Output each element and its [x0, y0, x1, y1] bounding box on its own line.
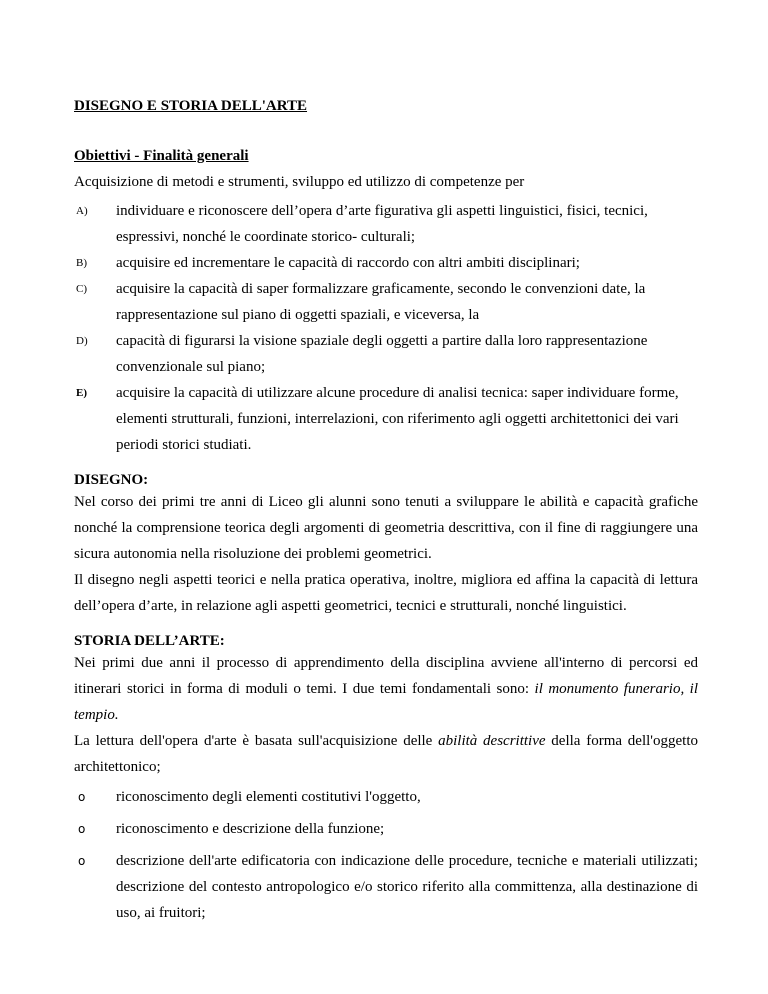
list-item-text: capacità di figurarsi la visione spaziale degli oggetti a partire dalla loro rappresentazione convenzionale sul piano;	[116, 333, 648, 375]
storia-heading: STORIA DELL’ARTE:	[74, 633, 225, 649]
disegno-paragraph-1: Nel corso dei primi tre anni di Liceo gli alunni sono tenuti a sviluppare le abilità e capacità grafiche nonché la comprensione teorica degli argomenti di geometria descrittiva, con il fine di raggiungere una sicura autonomia nella risoluzione dei problemi geometrici.	[74, 494, 698, 562]
storia-p2-italic: abilità descrittive	[438, 733, 546, 749]
list-item-text: acquisire la capacità di saper formalizzare graficamente, secondo le convenzioni date, la rappresentazione sul piano di oggetti spaziali, e viceversa, la	[116, 281, 646, 323]
list-item	[74, 276, 698, 328]
list-item-text: acquisire la capacità di utilizzare alcune procedure di analisi tecnica: saper individuare forme, elementi strutturali, funzioni, interrelazioni, con riferimento agli oggetti architettonici dei vari periodi storici studiati.	[116, 385, 679, 453]
storia-p2-after: della forma dell'oggetto architettonico;	[74, 733, 698, 775]
list-item	[74, 328, 698, 380]
list-item-text: individuare e riconoscere dell’opera d’arte figurativa gli aspetti linguistici, fisici, tecnici, espressivi, nonché le coordinate storico- culturali;	[116, 203, 648, 245]
list-item	[74, 250, 698, 276]
storia-paragraph-2	[74, 728, 698, 780]
bullet-icon: o	[78, 790, 86, 804]
objectives-list	[74, 198, 698, 458]
objectives-heading: Obiettivi - Finalità generali	[74, 148, 249, 164]
document-content	[74, 96, 698, 932]
list-marker: D)	[76, 335, 88, 347]
list-item	[74, 784, 698, 810]
storia-p1-italic: il monumento funerario, il tempio.	[74, 681, 699, 723]
list-item	[74, 198, 698, 250]
list-item-text: descrizione dell'arte edificatoria con indicazione delle procedure, tecniche e materiali utilizzati; descrizione del contesto antropologico e/o storico riferito alla committenza, alla destinazione di uso, ai fruitori;	[116, 853, 698, 921]
objectives-intro: Acquisizione di metodi e strumenti, sviluppo ed utilizzo di competenze per	[74, 174, 525, 190]
list-marker: C)	[76, 283, 87, 295]
storia-p2-before: La lettura dell'opera d'arte è basata sull'acquisizione delle	[74, 733, 439, 749]
bullet-icon: o	[78, 854, 86, 868]
list-marker: A)	[76, 205, 88, 217]
list-item-text: riconoscimento e descrizione della funzione;	[116, 821, 385, 837]
bullet-icon: o	[78, 822, 86, 836]
list-marker: B)	[76, 257, 87, 269]
list-item	[74, 816, 698, 842]
storia-p1-text: Nei primi due anni il processo di apprendimento della disciplina avviene all'interno di percorsi ed itinerari storici in forma di moduli o temi. I due temi fondamentali sono:	[74, 655, 698, 697]
disegno-heading: DISEGNO:	[74, 472, 149, 488]
list-item	[74, 380, 698, 458]
storia-paragraph-1	[74, 650, 698, 728]
list-item-text: riconoscimento degli elementi costitutivi l'oggetto,	[116, 789, 421, 805]
disegno-paragraph-2: Il disegno negli aspetti teorici e nella pratica operativa, inoltre, migliora ed affina la capacità di lettura dell’opera d’arte, in relazione agli aspetti geometrici, tecnici e strutturali, nonché linguistici.	[74, 572, 698, 614]
document-title: DISEGNO E STORIA DELL'ARTE	[74, 98, 308, 114]
list-item-text: acquisire ed incrementare le capacità di raccordo con altri ambiti disciplinari;	[116, 255, 580, 271]
storia-bullet-list	[74, 784, 698, 926]
list-item	[74, 848, 698, 926]
list-marker: E)	[76, 387, 87, 399]
